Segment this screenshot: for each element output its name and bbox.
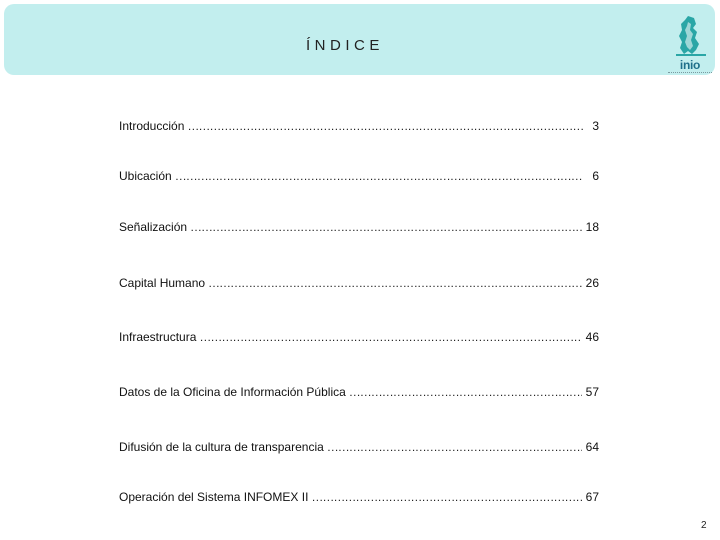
toc-entry-capital-humano[interactable] bbox=[119, 274, 599, 292]
toc-entry-title: Operación del Sistema INFOMEX II bbox=[119, 490, 309, 504]
toc-entry-title: Señalización bbox=[119, 220, 188, 234]
toc-entry-difusion[interactable] bbox=[119, 438, 599, 456]
toc-entry-senalizacion[interactable] bbox=[119, 218, 599, 236]
toc-entry-page: 6 bbox=[592, 169, 599, 183]
logo-wordmark: inio bbox=[679, 58, 701, 72]
toc-entry-page: 3 bbox=[592, 119, 599, 133]
toc-leader-dots bbox=[208, 274, 582, 292]
toc-leader-dots bbox=[311, 488, 581, 506]
toc-leader-dots bbox=[199, 328, 581, 346]
page-number: 2 bbox=[701, 520, 707, 531]
toc-leader-dots bbox=[187, 117, 583, 135]
toc-entry-title: Datos de la Oficina de Información Pública bbox=[119, 385, 346, 399]
toc-entry-page: 18 bbox=[585, 220, 599, 234]
toc-entry-infomex[interactable] bbox=[119, 488, 599, 506]
header-banner bbox=[4, 4, 715, 75]
toc-entry-title: Difusión de la cultura de transparencia bbox=[119, 440, 324, 454]
toc-entry-page: 26 bbox=[585, 276, 599, 290]
toc-entry-title: Introducción bbox=[119, 119, 185, 133]
map-silhouette-icon bbox=[666, 14, 716, 60]
toc-entry-title: Capital Humano bbox=[119, 276, 206, 290]
toc-leader-dots bbox=[190, 218, 582, 236]
toc-entry-title: Infraestructura bbox=[119, 330, 197, 344]
toc-entry-introduccion[interactable] bbox=[119, 117, 599, 135]
toc-entry-page: 57 bbox=[585, 385, 599, 399]
toc-entry-ubicacion[interactable] bbox=[119, 167, 599, 185]
logo-tagline bbox=[668, 72, 712, 75]
toc-leader-dots bbox=[175, 167, 583, 185]
toc-entry-title: Ubicación bbox=[119, 169, 172, 183]
institution-logo bbox=[666, 14, 716, 74]
page-title: ÍNDICE bbox=[306, 37, 384, 54]
toc-entry-page: 64 bbox=[585, 440, 599, 454]
toc-entry-page: 46 bbox=[585, 330, 599, 344]
toc-entry-infraestructura[interactable] bbox=[119, 328, 599, 346]
toc-leader-dots bbox=[349, 383, 582, 401]
toc-entry-datos-oficina[interactable] bbox=[119, 383, 599, 401]
toc-entry-page: 67 bbox=[585, 490, 599, 504]
toc-leader-dots bbox=[327, 438, 582, 456]
